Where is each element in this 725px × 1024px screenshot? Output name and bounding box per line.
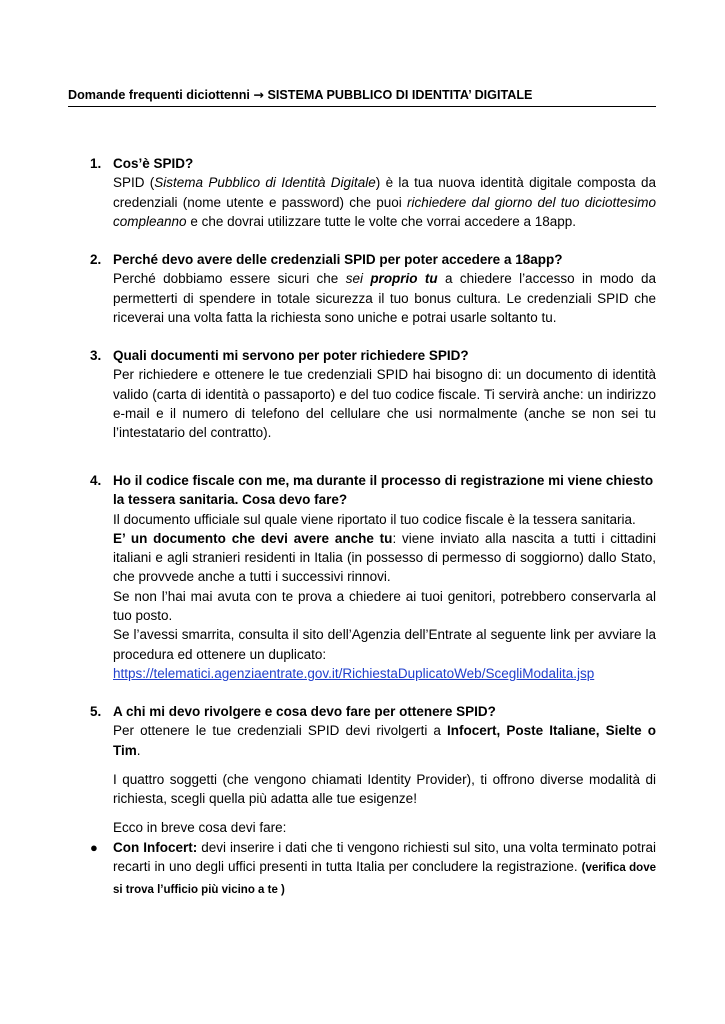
faq-answer: Il documento ufficiale sul quale viene riportato il tuo codice fiscale è la tessera sanitaria. E’ un documento che devi avere anche tu: viene inviato alla nascita a tutti i cittadini italiani e agli stranieri residenti in Italia (in possesso di permesso di soggiorno) dallo Stato, che provvede anche a tutti i successivi rinnovi. Se non l’hai mai avuta con te prova a chiedere ai tuoi genitori, potrebbero conservarla al tuo posto. Se l’avessi smarrita, consulta il sito dell’Agenzia dell’Entrate al seguente link per avviare la procedura ed ottenere un duplicato: https://telematici.agenziaentrate.gov.it/RichiestaDuplicatoWeb/ScegliModalita.jsp	[113, 511, 657, 681]
agenzia-entrate-link[interactable]: https://telematici.agenziaentrate.gov.it/RichiestaDuplicatoWeb/ScegliModalita.jsp	[113, 665, 595, 681]
faq-number: 5.	[90, 704, 102, 719]
bullet-icon: ●	[90, 840, 98, 855]
faq-item-4	[90, 471, 656, 683]
faq-answer: SPID (Sistema Pubblico di Identità Digitale) è la tua nuova identità digitale composta da credenziali (nome utente e password) che puoi richiedere dal giorno del tuo diciottesimo compleanno e che dovrai utilizzare tutte le volte che vorrai accedere a 18app.	[113, 175, 656, 229]
page-header	[68, 86, 656, 107]
faq-question: Ho il codice fiscale con me, ma durante il processo di registrazione mi viene chiesto la tessera sanitaria. Cosa devo fare?	[113, 473, 654, 508]
faq-item-1	[90, 154, 656, 231]
faq-question: A chi mi devo rivolgere e cosa devo fare per ottenere SPID?	[113, 704, 496, 719]
faq-answer: Per richiedere e ottenere le tue credenziali SPID hai bisogno di: un documento di identità valido (carta di identità o passaporto) e del tuo codice fiscale. Ti servirà anche: un indirizzo e-mail e il numero di telefono del cellulare che usi normalmente (anche se non sei tu l’intestatario del contratto).	[113, 367, 656, 441]
faq-answer: Per ottenere le tue credenziali SPID devi rivolgerti a Infocert, Poste Italiane, Sielte o Tim. I quattro soggetti (che vengono chiamati Identity Provider), ti offrono diverse modalità di richiesta, scegli quella più adatta alle tue esigenze! Ecco in breve cosa devi fare:	[113, 723, 656, 836]
faq-item-3	[90, 346, 656, 442]
faq-item-2	[90, 250, 656, 327]
faq-number: 2.	[90, 252, 102, 267]
faq-question: Perché devo avere delle credenziali SPID per poter accedere a 18app?	[113, 252, 563, 267]
faq-number: 4.	[90, 473, 102, 488]
arrow-icon: →	[253, 87, 264, 102]
faq-answer: Perché dobbiamo essere sicuri che sei proprio tu a chiedere l’accesso in modo da permetterti di spendere in totale sicurezza il tuo bonus cultura. Le credenziali SPID che riceverai una volta fatta la richiesta sono uniche e potrai usarle soltanto tu.	[113, 271, 656, 325]
faq-question: Cos’è SPID?	[113, 156, 194, 171]
faq-question: Quali documenti mi servono per poter richiedere SPID?	[113, 348, 469, 363]
bullet-text: Con Infocert: devi inserire i dati che ti vengono richiesti sul sito, una volta terminato potrai recarti in uno degli uffici presenti in tutta Italia per concludere la registrazione. (verifica dove si trova l’ufficio più vicino a te )	[113, 840, 656, 896]
faq-item-5	[90, 702, 656, 838]
bullet-item-infocert	[90, 838, 656, 900]
header-right: SISTEMA PUBBLICO DI IDENTITA’ DIGITALE	[267, 88, 533, 102]
faq-number: 1.	[90, 156, 102, 171]
header-left: Domande frequenti diciottenni	[68, 88, 250, 102]
faq-number: 3.	[90, 348, 102, 363]
